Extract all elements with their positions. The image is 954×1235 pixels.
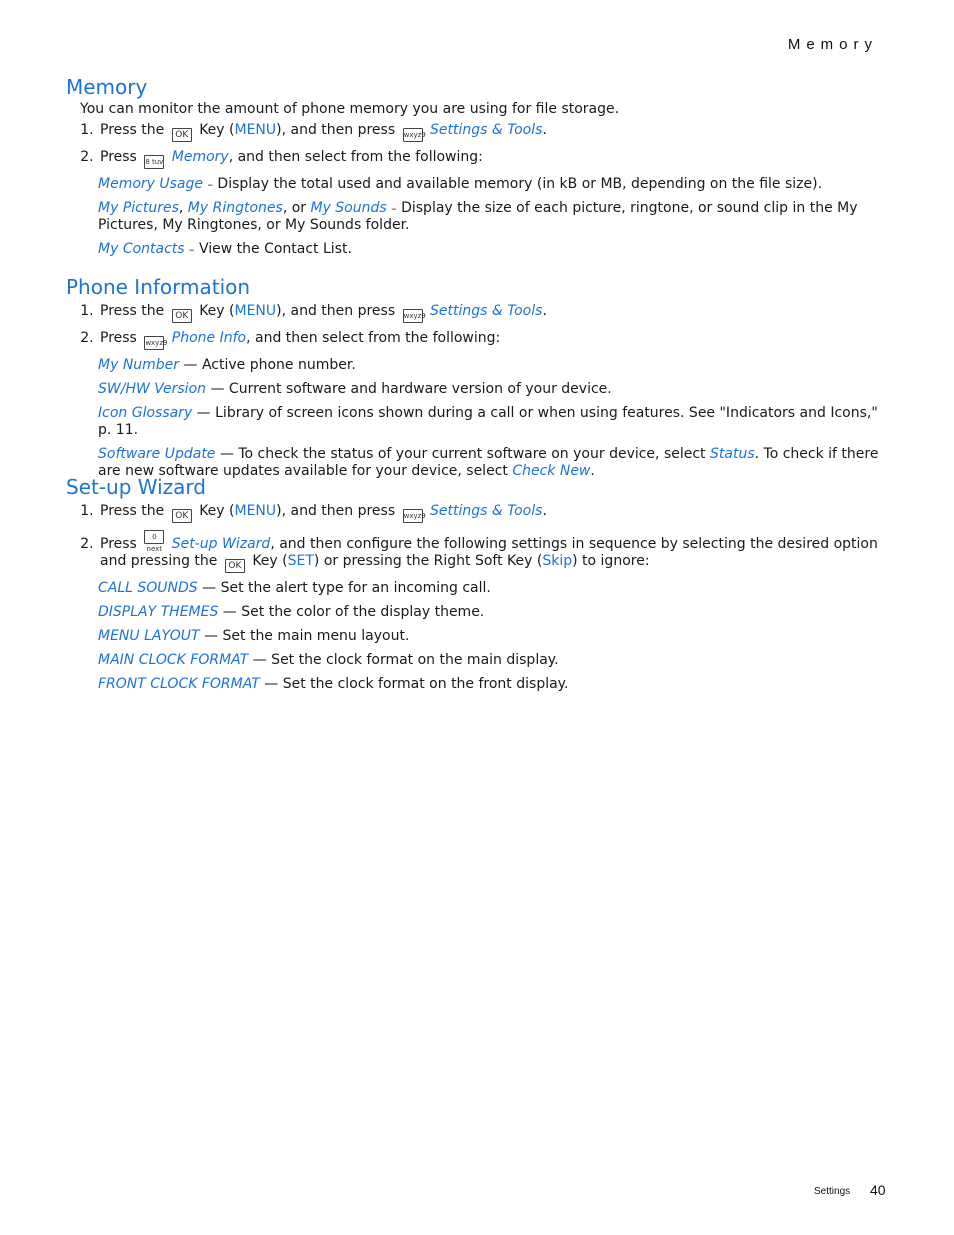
option-text: — Set the clock format on the front display. [259,676,569,692]
setup-wizard-link[interactable]: Set-up Wizard [171,536,271,552]
memory-heading: Memory [66,75,148,99]
status-link[interactable]: Status [710,446,755,462]
next0-key-icon: 0 next [144,530,164,544]
option-text: . [590,463,595,479]
wxyz9-key-icon: wxyz9 [403,509,423,523]
option-text: — Set the main menu layout. [199,628,410,644]
tuv8-key-icon: 8 tuv [144,155,164,169]
my-media-option: My Pictures, My Ringtones, or My Sounds – Display the size of each picture, ringtone, or sound clip in the My Pictures, My Ringtones, or My Sounds folder. [98,200,858,233]
step-text: Press the [100,303,165,319]
memory-link[interactable]: Memory [171,149,229,165]
ok-key-icon: OK [172,128,192,142]
icon-glossary-option [98,405,886,439]
settings-tools-link[interactable]: Settings & Tools [430,122,543,138]
wxyz9-key-icon: wxyz9 [403,309,423,323]
phone-info-step-2 [98,330,886,350]
phone-info-steps [66,303,886,350]
step-text: Press [100,149,137,165]
skip-key-label: Skip [542,553,573,569]
memory-section [66,75,886,265]
step-text: , and then select from the following: [246,330,501,346]
menu-key-label: MENU [234,503,277,519]
settings-tools-link[interactable]: Settings & Tools [430,303,543,319]
software-update-link[interactable]: Software Update [98,446,216,462]
option-text: — Active phone number. [179,357,356,373]
step-text: Key ( [199,122,235,138]
option-text: . To check if there are new software updates available for your device, select [98,446,879,479]
ok-key-icon: OK [225,559,245,573]
page-number: 40 [870,1182,886,1198]
front-clock-format-option [98,676,886,693]
display-themes-link[interactable]: DISPLAY THEMES [98,604,219,620]
my-number-option [98,357,886,374]
setup-wizard-heading: Set-up Wizard [66,475,206,499]
option-text: — To check the status of your current software on your device, select [215,446,710,462]
option-text: Display the size of each picture, ringtone, or sound clip in the My Pictures, My Ringtones, or My Sounds folder. [98,200,858,233]
my-contacts-option: My Contacts – View the Contact List. [98,241,352,257]
memory-step-1: 1. Press the OK Key (MENU), and then press wxyz9 Settings & Tools. [98,122,886,142]
phone-info-link[interactable]: Phone Info [171,330,247,346]
wxyz9-key-icon: wxyz9 [144,336,164,350]
option-text: — Set the alert type for an incoming call. [197,580,491,596]
running-header: Memory [787,36,878,53]
step-text: Press the [100,503,165,519]
phone-info-step-1: 1. Press the OK Key (MENU), and then press wxyz9 Settings & Tools. [98,303,886,323]
my-sounds-link[interactable]: My Sounds [310,200,387,216]
setup-wizard-steps [66,503,886,573]
setup-wizard-step-2 [98,530,886,573]
main-clock-format-option [98,652,886,669]
phone-info-section [66,275,886,487]
ok-key-icon: OK [172,509,192,523]
option-text: Display the total used and available memory (in kB or MB, depending on the file size). [212,176,823,192]
step-text: Key ( [199,303,235,319]
menu-layout-option [98,628,886,645]
main-clock-format-link[interactable]: MAIN CLOCK FORMAT [98,652,249,668]
check-new-link[interactable]: Check New [512,463,591,479]
step-text: ), and then press [276,122,396,138]
footer-section-label: Settings [814,1186,851,1197]
step-text: Key ( [199,503,235,519]
step-text: Key ( [252,553,288,569]
call-sounds-link[interactable]: CALL SOUNDS [98,580,198,596]
memory-steps [66,122,886,169]
setup-wizard-section [66,475,886,700]
option-text: — Set the clock format on the main display. [248,652,559,668]
my-ringtones-link[interactable]: My Ringtones [187,200,283,216]
memory-usage-option: Memory Usage – Display the total used and available memory (in kB or MB, depending on the file size). [98,176,823,192]
step-text: , and then select from the following: [228,149,483,165]
step-text: ), and then press [276,303,396,319]
step-text: Press [100,330,137,346]
step-text: Press [100,536,137,552]
front-clock-format-link[interactable]: FRONT CLOCK FORMAT [98,676,260,692]
memory-step-2 [98,149,886,169]
my-contacts-link[interactable]: My Contacts [98,241,185,257]
menu-key-label: MENU [234,122,277,138]
icon-glossary-link[interactable]: Icon Glossary [98,405,193,421]
wxyz9-key-icon: wxyz9 [403,128,423,142]
display-themes-option [98,604,886,621]
step-text: Press the [100,122,165,138]
option-text: View the Contact List. [194,241,352,257]
setup-wizard-step-1: 1. Press the OK Key (MENU), and then press wxyz9 Settings & Tools. [98,503,886,523]
phone-info-heading: Phone Information [66,275,251,299]
call-sounds-option [98,580,886,597]
menu-layout-link[interactable]: MENU LAYOUT [98,628,200,644]
menu-key-label: MENU [234,303,277,319]
option-text: , or [282,200,311,216]
set-key-label: SET [287,553,314,569]
step-text: ) to ignore: [572,553,650,569]
settings-tools-link[interactable]: Settings & Tools [430,503,543,519]
step-text: , and then configure the following settings in sequence by selecting the desired option and pressing the [100,536,878,569]
step-text: ), and then press [276,503,396,519]
option-text: — Current software and hardware version of your device. [206,381,612,397]
my-number-link[interactable]: My Number [98,357,180,373]
option-text: — Library of screen icons shown during a call or when using features. See "Indicators and Icons," p. 11. [98,405,878,438]
my-pictures-link[interactable]: My Pictures [98,200,179,216]
memory-usage-link[interactable]: Memory Usage [98,176,204,192]
sw-hw-version-option [98,381,886,398]
step-text: ) or pressing the Right Soft Key ( [313,553,543,569]
sw-hw-version-link[interactable]: SW/HW Version [98,381,207,397]
memory-intro: You can monitor the amount of phone memory you are using for file storage. [80,101,620,117]
option-text: — Set the color of the display theme. [218,604,485,620]
ok-key-icon: OK [172,309,192,323]
